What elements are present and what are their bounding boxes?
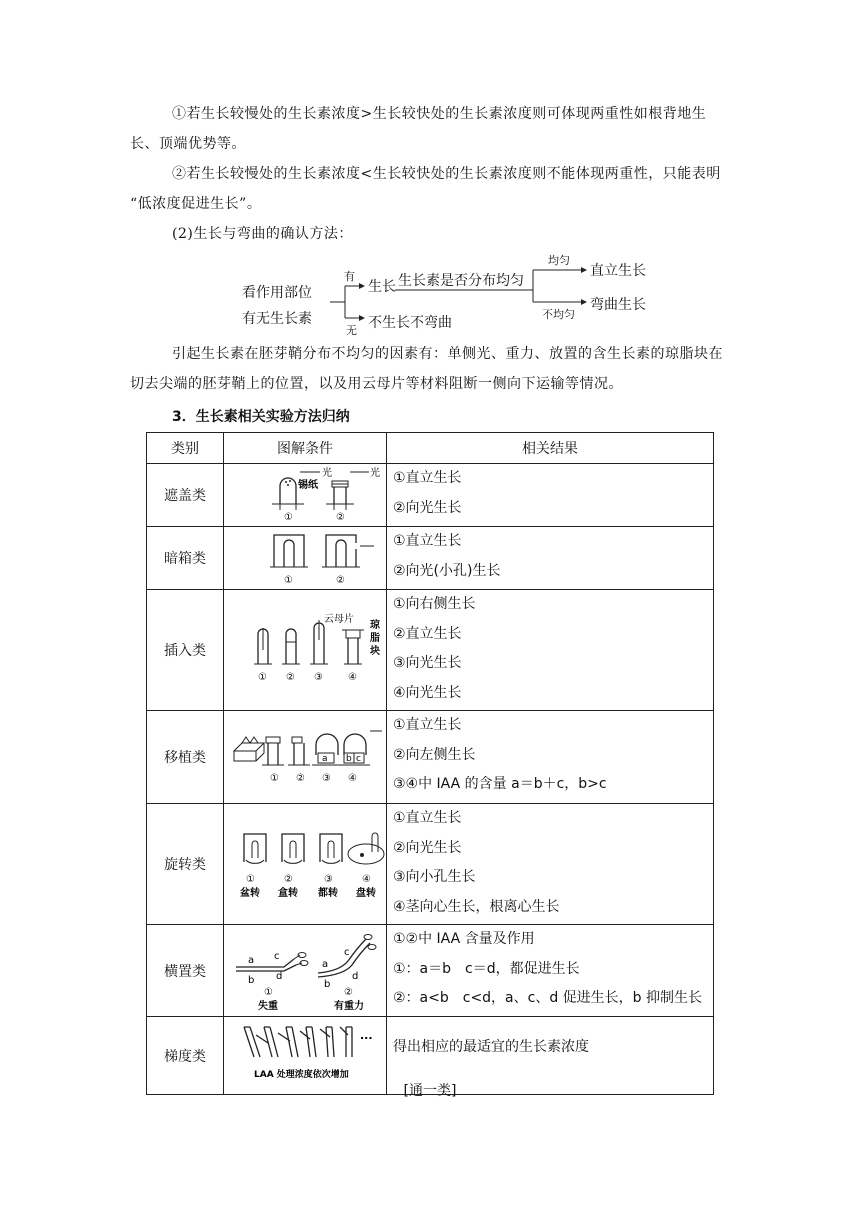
- label-d-2: d: [352, 971, 359, 982]
- block-c: c: [356, 754, 361, 764]
- category-cell: 遮盖类: [147, 464, 224, 527]
- gradient-caption: LAA 处理浓度依次增加: [254, 1070, 349, 1080]
- result-line: 得出相应的最适宜的生长素浓度: [393, 1039, 589, 1055]
- flow-straight: 直立生长: [590, 263, 646, 279]
- agar-label-3: 块: [370, 646, 380, 657]
- agar-label-2: 脂: [370, 633, 380, 644]
- num-1: ①: [284, 575, 293, 585]
- para-3: (2)生长与弯曲的确认方法：: [172, 226, 353, 242]
- num-4: ④: [362, 874, 371, 885]
- label-d-1: d: [276, 971, 283, 982]
- light-label: 光: [322, 468, 332, 479]
- num-4: ④: [348, 672, 357, 683]
- table-row: [147, 464, 714, 527]
- flow-start-line-2: 有无生长素: [242, 311, 312, 327]
- table-header-row: [147, 433, 714, 464]
- covering-experiment-diagram: [224, 464, 386, 522]
- table-row: [147, 527, 714, 590]
- header-category: 类别: [147, 433, 224, 464]
- category-cell: 暗箱类: [147, 527, 224, 590]
- result-line: ②向光生长: [393, 499, 462, 516]
- result-line: ③向光生长: [393, 655, 462, 672]
- category-cell: 旋转类: [147, 804, 224, 925]
- num-4: ④: [348, 773, 357, 784]
- para-4-line-2: 切去尖端的胚芽鞘上的位置，以及用云母片等材料阻断一侧向下运输等情况。: [130, 376, 623, 392]
- experiment-methods-table: [146, 432, 714, 1095]
- num-1: ①: [246, 874, 255, 885]
- result-line: ①直立生长: [393, 810, 462, 826]
- insertion-diagram: [224, 590, 386, 706]
- category-cell: 移植类: [147, 711, 224, 804]
- flow-branch-yes: 有: [344, 270, 355, 283]
- table-row: [147, 804, 714, 925]
- result-line: ①直立生长: [393, 470, 462, 486]
- result-line: ④茎向心生长，根离心生长: [393, 898, 560, 915]
- figure-cell: [224, 590, 387, 711]
- table-row: [147, 711, 714, 804]
- block-a: a: [322, 754, 328, 764]
- result-line: ②直立生长: [393, 625, 462, 642]
- figure-cell: [224, 804, 387, 925]
- flow-uneven: 不均匀: [542, 308, 575, 321]
- result-line: ②向光生长: [393, 839, 462, 856]
- category-cell: 插入类: [147, 590, 224, 711]
- num-2: ②: [284, 874, 293, 885]
- figure-cell: [224, 464, 387, 527]
- result-line: ①：a＝b c＝d，都促进生长: [393, 960, 580, 977]
- label-c-2: c: [344, 947, 350, 958]
- result-line: ①直立生长: [393, 533, 462, 549]
- para-1-line-1: ①若生长较慢处的生长素浓度>生长较快处的生长素浓度则可体现两重性如根背地生: [172, 106, 707, 122]
- ellipsis: ...: [360, 1029, 373, 1042]
- num-1: ①: [258, 672, 267, 683]
- para-2-line-2: “低浓度促进生长”。: [130, 196, 262, 212]
- flow-branch-no: 无: [346, 324, 357, 337]
- figure-cell: [224, 711, 387, 804]
- table-row: [147, 590, 714, 711]
- num-3: ③: [314, 672, 323, 683]
- foil-label: 锡纸: [298, 480, 318, 491]
- num-2: ②: [344, 987, 353, 998]
- results-cell: [387, 527, 714, 590]
- result-line: ②：a<b c<d，a、c、d 促进生长，b 抑制生长: [393, 990, 703, 1007]
- label-b-2: b: [324, 979, 331, 990]
- label-a-2: a: [322, 959, 329, 970]
- figure-cell: [224, 527, 387, 590]
- result-line: ③④中 IAA 的含量 a＝b＋c，b>c: [393, 776, 607, 793]
- num-2: ②: [296, 773, 305, 784]
- flow-even: 均匀: [548, 254, 570, 267]
- num-1: ①: [270, 773, 279, 784]
- footer-label: [通一类]: [403, 1083, 457, 1099]
- label-pot-rotate: 盆转: [240, 888, 260, 899]
- num-1: ①: [264, 987, 273, 998]
- results-cell: [387, 804, 714, 925]
- result-line: ④向光生长: [393, 684, 462, 701]
- flow-start-line-1: 看作用部位: [242, 285, 312, 301]
- num-1: ①: [284, 512, 293, 522]
- result-line: ①向右侧生长: [393, 596, 476, 612]
- mica-label: 云母片: [324, 614, 354, 625]
- result-line: ②向左侧生长: [393, 746, 476, 763]
- para-4-line-1: 引起生长素在胚芽鞘分布不均匀的因素有：单侧光、重力、放置的含生长素的琼脂块在: [172, 346, 723, 362]
- block-b: b: [346, 754, 352, 764]
- light-label-2: 光: [370, 468, 380, 479]
- header-figure: 图解条件: [224, 433, 387, 464]
- results-cell: [387, 711, 714, 804]
- agar-label-1: 琼: [370, 620, 380, 631]
- label-c-1: c: [274, 951, 280, 962]
- label-box-rotate: 盒转: [278, 888, 298, 899]
- para-2-line-1: ②若生长较慢处的生长素浓度<生长较快处的生长素浓度则不能体现两重性，只能表明: [172, 166, 721, 182]
- figure-cell: [224, 925, 387, 1017]
- flow-no-growth: 不生长不弯曲: [368, 315, 452, 331]
- flow-growth: 生长: [368, 279, 396, 295]
- num-3: ③: [324, 874, 333, 885]
- result-line: ①直立生长: [393, 717, 462, 733]
- rotation-diagram: [224, 804, 386, 920]
- label-plate-rotate: 盘转: [356, 888, 376, 899]
- category-cell: 横置类: [147, 925, 224, 1017]
- results-cell: [387, 464, 714, 527]
- label-b-1: b: [248, 975, 255, 986]
- num-2: ②: [336, 512, 345, 522]
- result-line: ②向光(小孔)生长: [393, 562, 501, 579]
- num-3: ③: [322, 773, 331, 784]
- transplant-diagram: [224, 711, 386, 799]
- header-results: 相关结果: [387, 433, 714, 464]
- label-weightless: 失重: [258, 1001, 278, 1012]
- flow-question: 生长素是否分布均匀: [398, 273, 524, 289]
- growth-bending-flowchart: [230, 256, 670, 336]
- dark-box-diagram: [224, 527, 386, 585]
- result-line: ③向小孔生长: [393, 869, 476, 886]
- label-a-1: a: [248, 955, 255, 966]
- result-line: ①②中 IAA 含量及作用: [393, 931, 535, 947]
- results-cell: [387, 925, 714, 1017]
- para-1-line-2: 长、顶端优势等。: [130, 136, 246, 152]
- num-2: ②: [336, 575, 345, 585]
- label-gravity: 有重力: [334, 1001, 364, 1012]
- flow-bend: 弯曲生长: [590, 297, 646, 313]
- label-all-rotate: 都转: [318, 888, 338, 899]
- section-title: 3．生长素相关实验方法归纳: [172, 409, 350, 425]
- results-cell: [387, 590, 714, 711]
- num-2: ②: [286, 672, 295, 683]
- horizontal-diagram: [224, 925, 386, 1012]
- table-row: [147, 925, 714, 1017]
- category-cell: 梯度类: [147, 1017, 224, 1095]
